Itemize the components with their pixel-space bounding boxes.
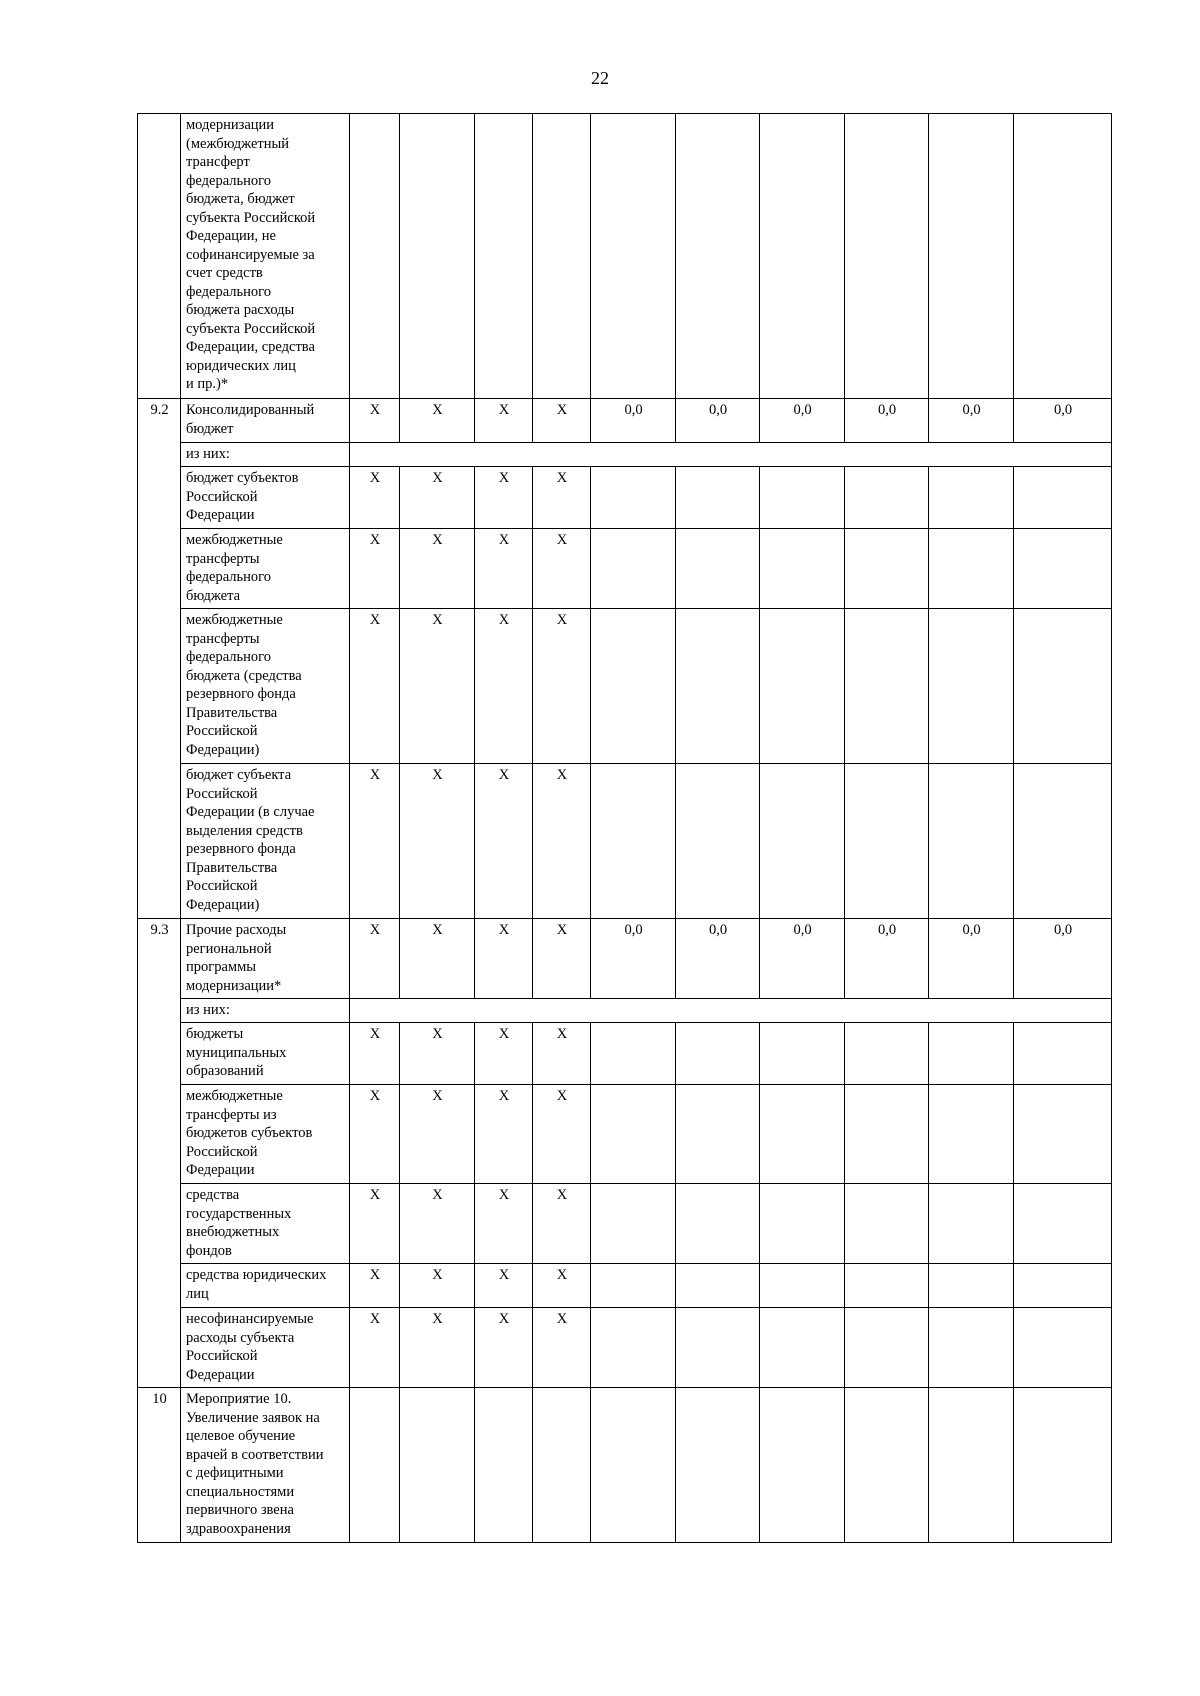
value-cell [929,1264,1014,1308]
mark-cell: X [533,1023,591,1085]
mark-cell: X [400,399,475,443]
mark-cell: X [475,1023,533,1085]
row-label: несофинансируемые расходы субъекта Российской Федерации [181,1308,350,1388]
value-cell [591,529,676,609]
value-cell: 0,0 [1014,399,1112,443]
merged-empty-cell [350,999,1112,1023]
value-cell [591,1023,676,1085]
value-cell [1014,1085,1112,1184]
mark-cell [475,114,533,399]
value-cell [760,467,845,529]
mark-cell: X [350,919,400,999]
table-row [138,467,1112,529]
mark-cell: X [350,529,400,609]
row-label: межбюджетные трансферты федерального бюджета [181,529,350,609]
row-label: из них: [181,999,350,1023]
value-cell [845,1264,929,1308]
row-number [138,114,181,399]
mark-cell [400,114,475,399]
value-cell [676,114,760,399]
row-label: Консолидированный бюджет [181,399,350,443]
value-cell [591,764,676,919]
value-cell [591,114,676,399]
value-cell [929,1085,1014,1184]
table-row [138,1023,1112,1085]
value-cell [676,609,760,764]
mark-cell: X [400,764,475,919]
value-cell [760,1085,845,1184]
mark-cell: X [475,399,533,443]
mark-cell: X [350,467,400,529]
value-cell [676,1184,760,1264]
value-cell [929,1184,1014,1264]
value-cell [676,467,760,529]
value-cell [1014,467,1112,529]
row-label: межбюджетные трансферты из бюджетов субъектов Российской Федерации [181,1085,350,1184]
mark-cell: X [533,919,591,999]
mark-cell [350,1388,400,1543]
mark-cell: X [475,467,533,529]
table-row [138,443,1112,467]
mark-cell [475,1388,533,1543]
mark-cell: X [400,529,475,609]
mark-cell: X [350,399,400,443]
value-cell: 0,0 [845,399,929,443]
value-cell [676,764,760,919]
value-cell [929,467,1014,529]
value-cell [845,467,929,529]
value-cell [845,764,929,919]
row-label: бюджет субъекта Российской Федерации (в случае выделения средств резервного фонда Правительства Российской Федерации) [181,764,350,919]
mark-cell: X [350,1023,400,1085]
table-row [138,1184,1112,1264]
value-cell [676,1388,760,1543]
value-cell [845,1085,929,1184]
mark-cell: X [533,529,591,609]
value-cell [1014,1023,1112,1085]
value-cell [760,609,845,764]
value-cell [1014,609,1112,764]
value-cell [845,529,929,609]
mark-cell: X [400,1308,475,1388]
mark-cell: X [400,467,475,529]
row-label: средства государственных внебюджетных фондов [181,1184,350,1264]
mark-cell: X [533,467,591,529]
value-cell [929,1388,1014,1543]
mark-cell: X [475,1184,533,1264]
mark-cell: X [475,1264,533,1308]
value-cell: 0,0 [591,919,676,999]
table-row [138,1308,1112,1388]
value-cell: 0,0 [760,919,845,999]
value-cell [929,764,1014,919]
mark-cell: X [533,1085,591,1184]
mark-cell [400,1388,475,1543]
value-cell [591,467,676,529]
value-cell [591,1264,676,1308]
row-label: Мероприятие 10. Увеличение заявок на целевое обучение врачей в соответствии с дефицитными специальностями первичного звена здравоохранения [181,1388,350,1543]
row-label: межбюджетные трансферты федерального бюджета (средства резервного фонда Правительства Российской Федерации) [181,609,350,764]
table-row [138,1264,1112,1308]
row-number: 10 [138,1388,181,1543]
value-cell [929,609,1014,764]
value-cell [845,609,929,764]
mark-cell: X [350,764,400,919]
row-label: средства юридических лиц [181,1264,350,1308]
mark-cell: X [533,1264,591,1308]
mark-cell: X [400,1023,475,1085]
value-cell [929,529,1014,609]
value-cell: 0,0 [929,399,1014,443]
value-cell [676,1308,760,1388]
budget-table [137,113,1112,1543]
mark-cell [350,114,400,399]
value-cell [1014,1264,1112,1308]
value-cell [760,1184,845,1264]
value-cell [845,114,929,399]
value-cell [1014,764,1112,919]
row-label: из них: [181,443,350,467]
row-label: бюджеты муниципальных образований [181,1023,350,1085]
table-row [138,529,1112,609]
mark-cell: X [350,1184,400,1264]
mark-cell: X [475,764,533,919]
value-cell [760,1308,845,1388]
table-row [138,1388,1112,1543]
mark-cell: X [533,1184,591,1264]
merged-empty-cell [350,443,1112,467]
row-label: Прочие расходы региональной программы модернизации* [181,919,350,999]
value-cell [591,1085,676,1184]
value-cell [845,1184,929,1264]
page-number: 22 [591,68,609,88]
value-cell [760,1023,845,1085]
value-cell [845,1388,929,1543]
table-row [138,399,1112,443]
value-cell [591,1184,676,1264]
value-cell: 0,0 [929,919,1014,999]
value-cell [676,1023,760,1085]
mark-cell [533,114,591,399]
value-cell [676,1264,760,1308]
row-number: 9.2 [138,399,181,919]
mark-cell: X [475,529,533,609]
row-label: модернизации (межбюджетный трансферт федерального бюджета, бюджет субъекта Российской Федерации, не софинансируемые за счет средств федерального бюджета расходы субъекта Российской Федерации, средства юридических лиц и пр.)* [181,114,350,399]
mark-cell: X [475,919,533,999]
value-cell [1014,1184,1112,1264]
value-cell [1014,1308,1112,1388]
table-row [138,1085,1112,1184]
value-cell [591,609,676,764]
value-cell [591,1308,676,1388]
mark-cell: X [475,609,533,764]
value-cell [760,529,845,609]
mark-cell: X [533,1308,591,1388]
table-row [138,999,1112,1023]
value-cell [1014,1388,1112,1543]
value-cell: 0,0 [845,919,929,999]
mark-cell: X [400,919,475,999]
mark-cell: X [533,399,591,443]
table-row [138,114,1112,399]
mark-cell: X [475,1085,533,1184]
value-cell [929,1308,1014,1388]
value-cell [760,114,845,399]
mark-cell: X [350,1308,400,1388]
value-cell [845,1308,929,1388]
mark-cell: X [475,1308,533,1388]
mark-cell: X [533,609,591,764]
table-row [138,919,1112,999]
mark-cell [533,1388,591,1543]
mark-cell: X [350,1264,400,1308]
mark-cell: X [400,1184,475,1264]
value-cell [760,764,845,919]
value-cell [760,1264,845,1308]
table-row [138,609,1112,764]
value-cell [1014,114,1112,399]
value-cell: 0,0 [1014,919,1112,999]
value-cell [929,114,1014,399]
value-cell [591,1388,676,1543]
mark-cell: X [533,764,591,919]
mark-cell: X [350,1085,400,1184]
value-cell [760,1388,845,1543]
mark-cell: X [400,1264,475,1308]
value-cell: 0,0 [760,399,845,443]
value-cell: 0,0 [591,399,676,443]
mark-cell: X [400,609,475,764]
value-cell: 0,0 [676,399,760,443]
value-cell [1014,529,1112,609]
value-cell: 0,0 [676,919,760,999]
value-cell [929,1023,1014,1085]
table-row [138,764,1112,919]
mark-cell: X [400,1085,475,1184]
row-number: 9.3 [138,919,181,1388]
mark-cell: X [350,609,400,764]
value-cell [676,529,760,609]
row-label: бюджет субъектов Российской Федерации [181,467,350,529]
value-cell [845,1023,929,1085]
value-cell [676,1085,760,1184]
